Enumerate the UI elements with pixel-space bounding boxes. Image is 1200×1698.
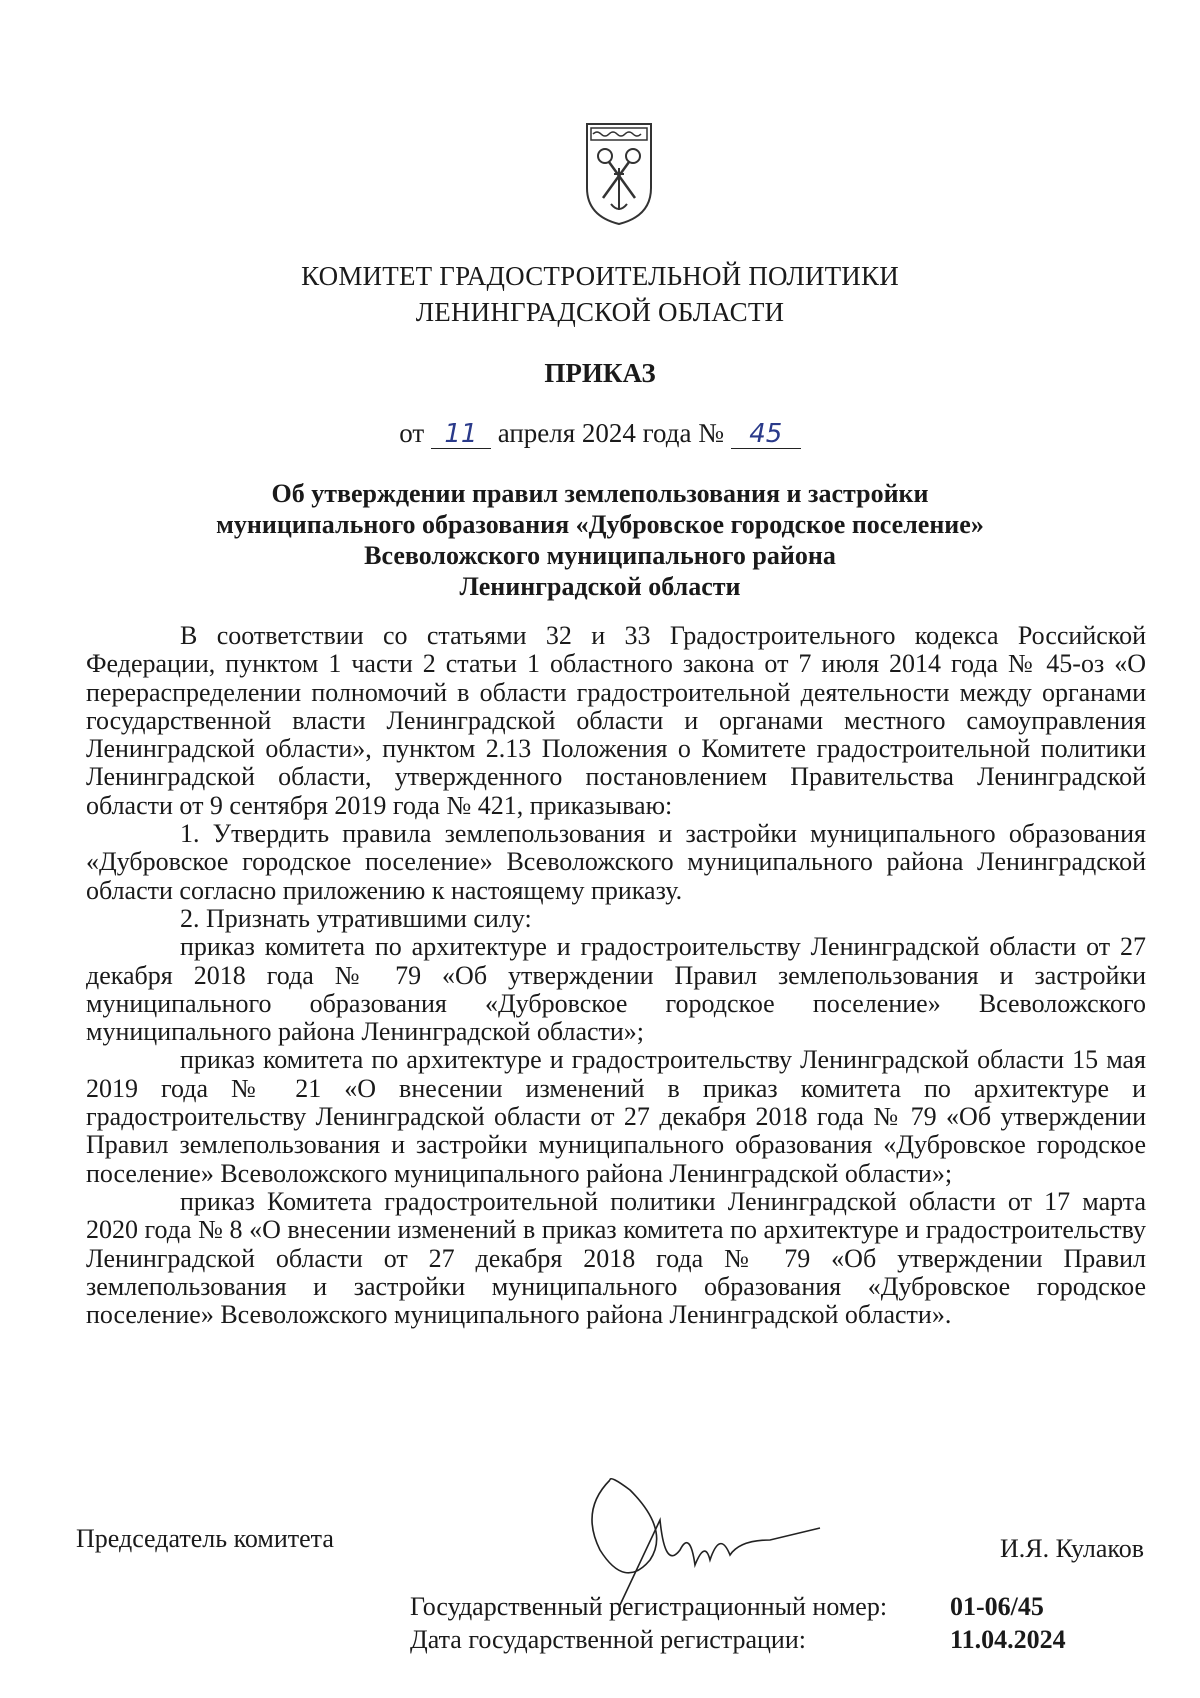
org-line-2: ЛЕНИНГРАДСКОЙ ОБЛАСТИ [415, 297, 785, 327]
registration-date-row [410, 1623, 1066, 1656]
repealed-order-3: приказ Комитета градостроительной политики Ленинградской области от 17 марта 2020 года № 8 «О внесении изменений в приказ комитета по архитектуре и градостроительству Ленинградской области от 27 декабря 2018 года № 79 «Об утверждении Правил землепользования и застройки муниципального образования «Дубровское городское поселение» Всеволожского муниципального района Ленинградской области». [86, 1186, 1146, 1330]
repealed-order-1: приказ комитета по архитектуре и градостроительству Ленинградской области от 27 декабря 2018 года № 79 «Об утверждении Правил землепользования и застройки муниципального образования «Дубровское городское поселение» Всеволожского муниципального района Ленинградской области»; [86, 932, 1146, 1047]
date-prefix: от [399, 418, 425, 448]
order-subject [0, 478, 1200, 602]
registration-date-label: Дата государственной регистрации: [410, 1625, 806, 1654]
signatory-position: Председатель комитета [76, 1524, 334, 1553]
clause-1-paragraph: 1. Утвердить правила землепользования и застройки муниципального образования «Дубровское городское поселение» Всеволожского муниципального района Ленинградской области согласно приложению к настоящему приказу. [86, 819, 1146, 905]
order-day-handwritten: 11 [431, 420, 491, 449]
subject-line-1: Об утверждении правил землепользования и застройки [271, 479, 929, 508]
registration-date-value: 11.04.2024 [950, 1625, 1066, 1654]
coat-of-arms-icon [583, 118, 655, 228]
subject-line-3: Всеволожского муниципального района [364, 541, 836, 570]
repealed-order-2: приказ комитета по архитектуре и градостроительству Ленинградской области 15 мая 2019 года № 21 «О внесении изменений в приказ комитета по архитектуре и градостроительству Ленинградской области от 27 декабря 2018 года № 79 «Об утверждении Правил землепользования и застройки муниципального образования «Дубровское городское поселение» Всеволожского муниципального района Ленинградской области»; [86, 1045, 1146, 1188]
clause-2-paragraph: 2. Признать утратившими силу: [180, 903, 532, 933]
registration-number-value: 01-06/45 [950, 1592, 1044, 1621]
handwritten-signature-icon [570, 1470, 830, 1610]
registration-number-label: Государственный регистрационный номер: [410, 1592, 888, 1621]
document-type: ПРИКАЗ [544, 358, 656, 388]
date-rest: апреля 2024 года № [497, 418, 724, 448]
subject-line-2: муниципального образования «Дубровское городское поселение» [216, 510, 984, 539]
org-line-1: КОМИТЕТ ГРАДОСТРОИТЕЛЬНОЙ ПОЛИТИКИ [301, 261, 899, 291]
registration-block [410, 1590, 1066, 1656]
organization-name [0, 258, 1200, 330]
subject-line-4: Ленинградской области [459, 572, 741, 601]
order-body [86, 622, 1146, 1329]
signatory-name: И.Я. Кулаков [1000, 1534, 1144, 1563]
registration-number-row [410, 1590, 1066, 1623]
order-number-handwritten: 45 [731, 420, 801, 449]
preamble-paragraph: В соответствии со статьями 32 и 33 Градостроительного кодекса Российской Федерации, пунктом 1 части 2 статьи 1 областного закона от 7 июля 2014 года № 45-оз «О перераспределении полномочий в области градостроительной деятельности между органами государственной власти Ленинградской области и органами местного самоуправления Ленинградской области», пунктом 2.13 Положения о Комитете градостроительной политики Ленинградской области, утвержденного постановлением Правительства Ленинградской области от 9 сентября 2019 года № 421, приказываю: [86, 621, 1146, 820]
order-date-line [0, 418, 1200, 449]
